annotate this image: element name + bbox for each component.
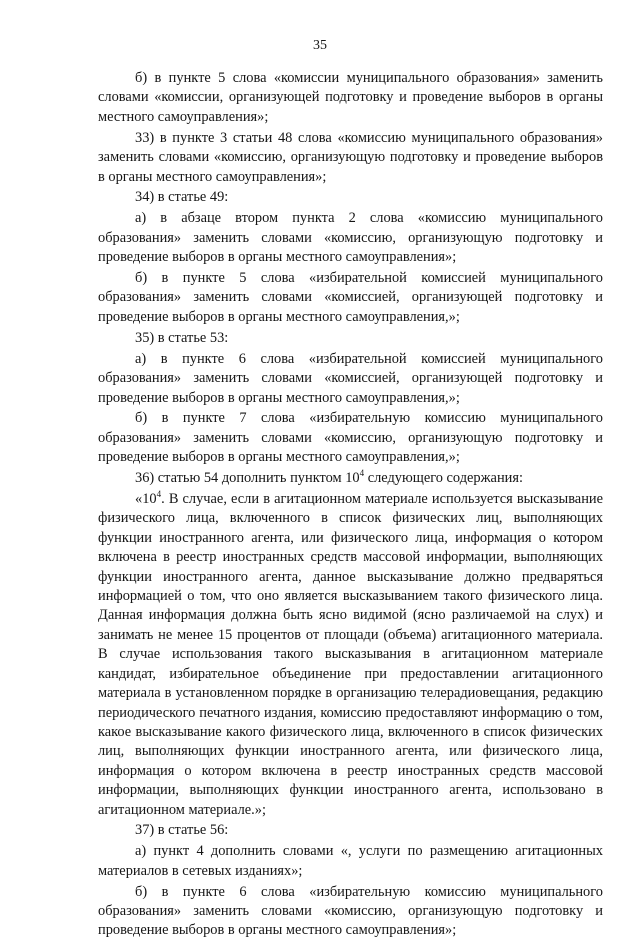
paragraph-36-text-end: следующего содержания: xyxy=(364,470,523,487)
paragraph-10-4-superscript: 4 xyxy=(156,489,162,500)
paragraph-33: 33) в пункте 3 статьи 48 слова «комиссию муниципального образования» заменить словами «комиссию, организующую подготовку и проведение выборов в органы местного самоуправления»; xyxy=(98,129,603,185)
paragraph-36-superscript: 4 xyxy=(359,468,365,479)
paragraph-34a: а) в абзаце втором пункта 2 слова «комиссию муниципального образования» заменить словами «комиссию, организующую подготовку и проведение выборов в органы местного самоуправления»; xyxy=(98,210,603,266)
paragraph-10-4-text-start: «10 xyxy=(135,491,157,508)
paragraph-36 xyxy=(98,469,603,488)
document-body xyxy=(98,69,603,942)
paragraph-35: 35) в статье 53: xyxy=(135,329,229,346)
paragraph-35a: а) в пункте 6 слова «избирательной комиссией муниципального образования» заменить словами «комиссией, организующей подготовку и проведение выборов в органы местного самоуправления,»; xyxy=(98,350,603,406)
paragraph-33b: б) в пункте 5 слова «комиссии муниципального образования» заменить словами «комиссии, организующей подготовку и проведение выборов в органы местного самоуправления»; xyxy=(98,70,603,125)
paragraph-10-4-text-end: . В случае, если в агитационном материале используется высказывание физического лица, включенного в список физических лиц, выполняющих функции иностранного агента, или физического лица, информация о котором включена в реестр иностранных средств массовой информации, выполняющих функции иностранного агента, данное высказывание должно предваряться информацией о том, что оно является высказыванием такого физического лица. Данная информация должна быть ясно видимой (ясно различаемой на слух) и занимать не менее 15 процентов от площади (объема) агитационного материала. В случае использования такого высказывания в агитационном материале кандидат, избирательное объединение при предоставлении агитационного материала в установленном порядке в организацию телерадиовещания, редакцию периодического печатного издания, комиссию предоставляют информацию о том, какое высказывание какого физического лица, включенного в список физических лиц, выполняющих функции иностранного агента, или физического лица, информация о котором включена в реестр иностранных средств массовой информации, выполняющих функции иностранного агента, использовано в агитационном материале.»; xyxy=(98,491,603,818)
paragraph-10-4-text xyxy=(98,490,603,820)
paragraph-35b: б) в пункте 7 слова «избирательную комиссию муниципального образования» заменить словами «комиссию, организующую подготовку и проведение выборов в органы местного самоуправления,»; xyxy=(98,410,603,466)
paragraph-34: 34) в статье 49: xyxy=(135,189,229,206)
paragraph-37a: а) пункт 4 дополнить словами «, услуги по размещению агитационных материалов в сетевых изданиях»; xyxy=(98,843,603,879)
paragraph-37b: б) в пункте 6 слова «избирательную комиссию муниципального образования» заменить словами «комиссию, организующую подготовку и проведение выборов в органы местного самоуправления»; xyxy=(98,883,603,939)
paragraph-34b: б) в пункте 5 слова «избирательной комиссией муниципального образования» заменить словами «комиссией, организующей подготовку и проведение выборов в органы местного самоуправления,»; xyxy=(98,270,603,325)
paragraph-36-text-start: 36) статью 54 дополнить пунктом 10 xyxy=(135,470,360,487)
paragraph-37: 37) в статье 56: xyxy=(135,822,229,839)
page-number: 35 xyxy=(313,38,327,53)
